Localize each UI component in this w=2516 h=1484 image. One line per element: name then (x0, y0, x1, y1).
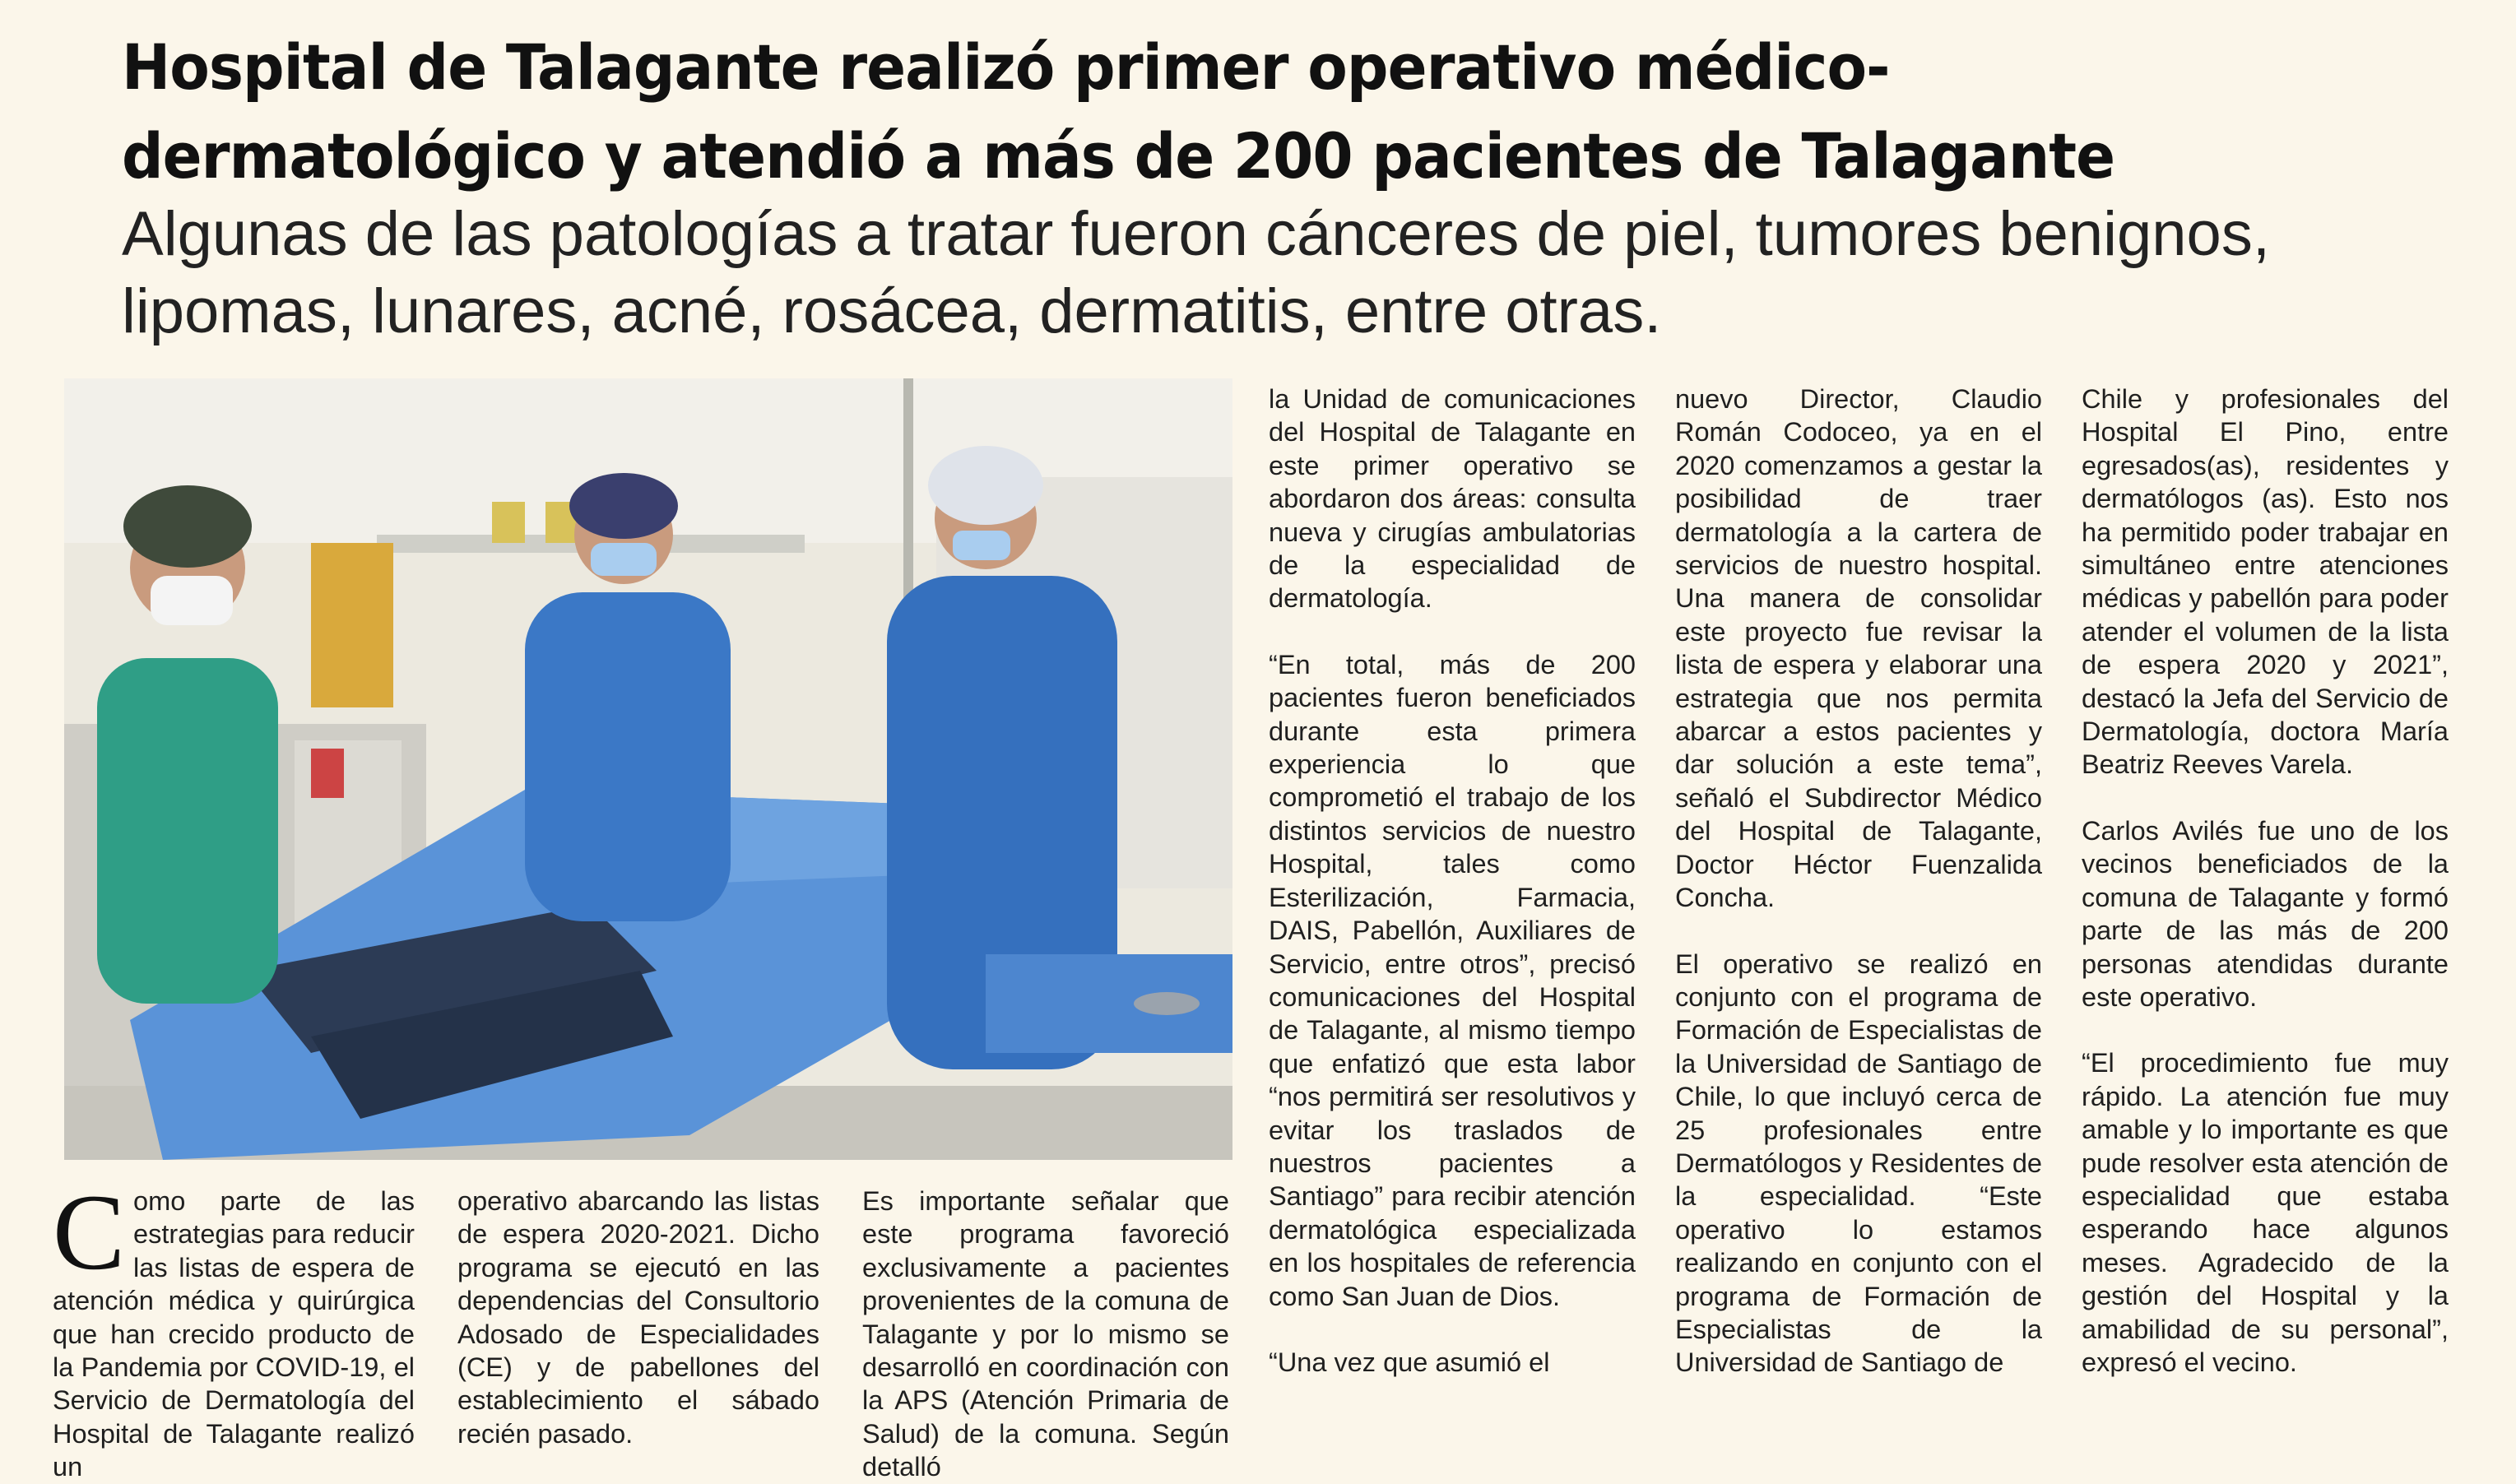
article-column-2 (457, 1185, 819, 1464)
column-4-paragraph-1: la Unidad de comunicaciones del Hospital de Talagante en este primer operativo se abordaron dos áreas: consulta nueva y cirugías ambulatorias de la especialidad de dermatología. (1269, 384, 1636, 614)
column-2-text: operativo abarcando las listas de espera 2020-2021. Dicho programa se ejecutó en las dependencias del Consultorio Adosado de Especialidades (CE) y de pabellones del establecimiento el sábado recién pasado. (457, 1186, 819, 1449)
article-subheadline: Algunas de las patologías a tratar fueron cánceres de piel, tumores benignos, lipomas, lunares, acné, rosácea, dermatitis, entre otras. (122, 199, 2270, 346)
column-6-paragraph-2: Carlos Avilés fue uno de los vecinos beneficiados de la comuna de Talagante y formó parte de las más de 200 personas atendidas durante este operativo. (2082, 815, 2449, 1012)
article-column-6 (2082, 383, 2449, 1460)
article-column-1 (53, 1171, 415, 1482)
article-column-4 (1269, 383, 1636, 1460)
drop-cap: C (53, 1171, 126, 1292)
column-5-paragraph-1: nuevo Director, Claudio Román Codoceo, ya en el 2020 comenzamos a gestar la posibilidad de traer dermatología a la cartera de servicios de nuestro hospital. Una manera de consolidar este proyecto fue revisar la lista de espera y elaborar una estrategia que nos permita abarcar a estos pacientes y dar solución a este tema”, señaló el Subdirector Médico del Hospital de Talagante, Doctor Héctor Fuenzalida Concha. (1675, 384, 2042, 913)
article-headline: Hospital de Talagante realizó primer operativo médico-dermatológico y atendió a más de 200 pacientes de Talagante (122, 30, 2115, 192)
column-5-paragraph-2: El operativo se realizó en conjunto con el programa de Formación de Especialistas de la Universidad de Santiago de Chile, lo que incluyó cerca de 25 profesionales entre Dermatólogos y Residentes de la especialidad. “Este operativo lo estamos realizando en conjunto con el programa de Formación de Especialistas de la Universidad de Santiago de (1675, 948, 2042, 1378)
article-column-3 (862, 1185, 1229, 1482)
column-1-text: omo parte de las estrategias para reducir las listas de espera de atención médica y quirúrgica que han crecido producto de la Pandemia por COVID-19, el Servicio de Dermatología del Hospital de Talagante realizó un (53, 1186, 415, 1482)
column-4-paragraph-2: “En total, más de 200 pacientes fueron beneficiados durante esta primera experiencia lo que comprometió el trabajo de los distintos servicios de nuestro Hospital, tales como Esterilización, Farmacia, DAIS, Pabellón, Auxiliares de Servicio, entre otros”, precisó comunicaciones del Hospital de Talagante, al mismo tiempo que enfatizó que esta labor “nos permitirá ser resolutivos y evitar los traslados de nuestros pacientes a Santiago” para recibir atención dermatológica especializada en los hospitales de referencia como San Juan de Dios. (1269, 649, 1636, 1311)
article-column-5 (1675, 383, 2042, 1460)
column-3-text: Es importante señalar que este programa favoreció exclusivamente a pacientes provenientes de la comuna de Talagante y por lo mismo se desarrolló en coordinación con la APS (Atención Primaria de Salud) de la comuna. Según detalló (862, 1186, 1229, 1482)
column-4-paragraph-3: “Una vez que asumió el (1269, 1347, 1550, 1377)
column-6-paragraph-3: “El procedimiento fue muy rápido. La atención fue muy amable y lo importante es que pude resolver esta atención de especialidad que estaba esperando hace algunos meses. Agradecido de la gestión del Hospital y la amabilidad de su personal”, expresó el vecino. (2082, 1048, 2449, 1377)
article-photo (64, 378, 1232, 1160)
column-6-paragraph-1: Chile y profesionales del Hospital El Pino, entre egresados(as), residentes y dermatólogos (as). Esto nos ha permitido poder trabajar en simultáneo entre atenciones médicas y pabellón para poder atender el volumen de la lista de espera 2020 y 2021”, destacó la Jefa del Servicio de Dermatología, doctora María Beatriz Reeves Varela. (2082, 384, 2449, 780)
